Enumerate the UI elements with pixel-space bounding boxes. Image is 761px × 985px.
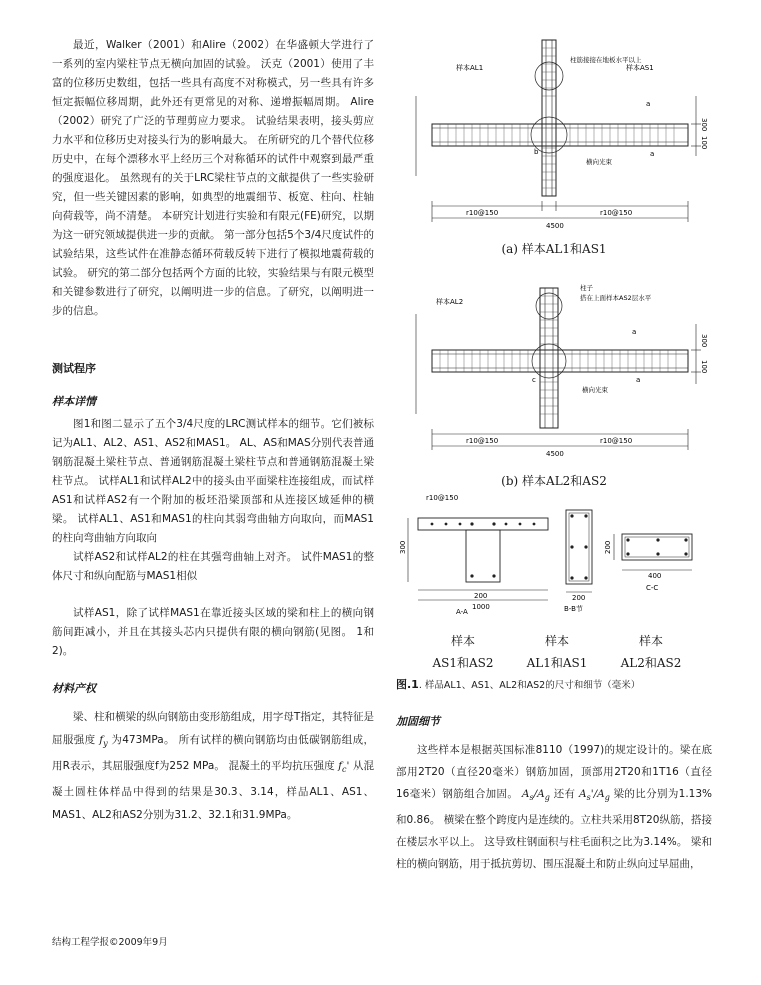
paragraph-intro: 最近，Walker（2001）和Alire（2002）在华盛顿大学进行了一系列的室内梁柱节点无横向加固的试验。 沃克（2001）使用了丰富的位移历史数组，包括一些具有高度不对称模式，另一些具有许多恒定振幅位移周期，此外还有更常见的对称、递增振幅周期。 Alire（2002）研究了广泛的节理剪应力要求。 试验结果表明，接头剪应力水平和位移历史对接头行为的影响最大。 在所研究的几个替代位移历史中，在每个漂移水平上经历三个对称循环的试件中观察到最严重的强度退化。 虽然现有的关于LRC梁柱节点的文献提供了一些实验研究，但一些关键因素的影响，如典型的地震细节、板宽、柱向、柱轴向荷载等，尚不清楚。 本研究计划进行实验和有限元(FE)研究，以期为这一研究领域提供进一步的贡献。 第一部分包括5个3/4尺度试件的试验结果，这些试件在准静态循环荷载反转下进行了模拟地震荷载的试验。 研究的第二部分包括两个方面的比较，实验结果与有限元模型和关键参数进行了研究，以阐明进一步的信息。了研究，以阐明进一步的信息。 [52,39,374,317]
label-sec-200-a: 200 [474,592,488,600]
figure-b-caption: (b) 样本AL2和AS2 [501,474,607,488]
math-fc: $f_c'$ [338,760,350,775]
label-sec-300-a: 300 [399,540,407,554]
label-specimen-al2: 样本AL2 [436,298,464,306]
figure-b [396,284,712,494]
label-column-note-2: 搭在上面样本AS2层水平 [580,294,652,302]
beam-outline [432,124,688,146]
sample-pair-2: AL1和AS1 [526,656,588,670]
subsection-title-specimen: 样本详情 [52,395,96,408]
label-section-a-bottom-b: a [636,376,641,384]
label-section-c: c [532,376,536,384]
label-section-a-top: a [646,100,651,108]
figure-a-caption: (a) 样本AL1和AS1 [501,242,607,256]
label-sec-400: 400 [648,572,662,580]
label-section-b: b [534,148,539,156]
figure-sections [396,490,712,695]
math-ratio-1: $A_s/A_g$ [521,788,550,803]
page-footer: 结构工程学报©2009年9月 [52,937,168,948]
label-section-a-bottom: a [650,150,655,158]
figure-a-drawing [396,36,712,266]
label-stirrup-right-a: r10@150 [600,209,633,217]
subsection-title-reinforcement: 加固细节 [396,715,440,728]
label-stirrup-right-b: r10@150 [600,437,633,445]
label-sec-bb: B-B节 [564,605,583,613]
figure-b-drawing [396,284,712,474]
sample-pair-3: AL2和AS2 [620,656,682,670]
label-stirrup-left-a: r10@150 [466,209,499,217]
label-section-a-top-b: a [632,328,637,336]
label-span-b: 4500 [546,450,564,458]
label-splice-note: 柱筋接接在地板水平以上 [570,56,642,64]
sample-word-2: 样本 [544,634,569,648]
label-dim-300-b: 300 [700,334,708,348]
label-sec-200-c: 200 [604,540,612,554]
section-title: 测试程序 [52,362,96,375]
label-transverse-beam-a: 横向光束 [586,158,612,166]
right-text [396,712,712,875]
math-ratio-2: $A_s'/A_g$ [579,788,610,803]
figure-a [396,36,712,266]
label-sec-cc: C-C [646,584,659,592]
splice-circle [535,62,563,90]
label-dim-100-b: 100 [700,360,708,374]
caption-text: . 样品AL1、AS1、AL2和AS2的尺寸和细节（毫米） [418,680,641,691]
label-stirrup-left-b: r10@150 [466,437,499,445]
subsection-title-material: 材料产权 [52,682,96,695]
label-transverse-beam-b: 横向光束 [582,386,608,394]
paragraph-specimen-1: 图1和图二显示了五个3/4尺度的LRC测试样本的细节。它们被标记为AL1、AL2、AS1、AS2和MAS1。 AL、AS和MAS分别代表普通钢筋混凝土梁柱节点、普通钢筋混凝土梁柱节点和普通钢筋混凝土梁柱节点。 试样AL1和试样AL2中的接头由平面梁柱连接组成，而试样AS1和试样AS2有一个附加的板坯沿梁顶部和从连接区域延伸的横梁。 试样AL1、AS1和MAS1的柱向其弱弯曲轴方向取向，而MAS1的柱向弯曲轴方向取向 [52,418,374,544]
paragraph-specimen-2: 试样AS2和试样AL2的柱在其强弯曲轴上对齐。 试件MAS1的整体尺寸和纵向配筋与MAS1相似 [52,551,374,582]
label-column-note-1: 柱子 [580,284,593,292]
sample-pair-1: AS1和AS2 [432,656,494,670]
paragraph-material: 梁、柱和横梁的纵向钢筋由变形筋组成，用字母T指定，其特征是屈服强度 $f_y$ 为473MPa。 所有试样的横向钢筋均由低碳钢筋组成，用R表示，其屈服强度f为252 MPa。 混凝土的平均抗压强度 $f_c'$ 从混凝土圆柱体样品中得到的结果是30.3、3.14，样品AL1、AS1、MAS1、AL2和AS2分别为31.2、32.1和31.9MPa。 [52,711,375,822]
label-dim-100-a: 100 [700,136,708,150]
label-sec-1000: 1000 [472,603,490,611]
label-slab-stirrup: r10@150 [426,494,459,502]
sample-word-1: 样本 [450,634,475,648]
paragraph-reinforcement: 这些样本是根据英国标准8110（1997)的规定设计的。梁在底部用2T20（直径20毫米）钢筋加固，顶部用2T20和1T16（直径16毫米）钢筋组合加固。 $A_s/A_g$ 还有 $A_s'/A_g$ 梁的比分别为1.13%和0.86。 横梁在整个跨度内是连续的。立柱共采用8T20纵筋，搭接在楼层水平以上。 这导致柱钢面积与柱毛面积之比为3.14%。 梁和柱的横向钢筋，用于抵抗剪切、围压混凝土和防止纵向过早屈曲， [396,744,713,871]
label-sec-aa: A-A [456,608,468,615]
figure-sections-drawing [396,490,712,615]
math-fy: $f_y$ [99,734,108,749]
label-specimen-al1: 样本AL1 [456,64,484,72]
sample-word-3: 样本 [638,634,663,648]
left-column [52,36,374,827]
label-dim-300-a: 300 [700,118,708,132]
paragraph-specimen-3: 试样AS1，除了试样MAS1在靠近接头区域的梁和柱上的横向钢筋间距减小，并且在其接头芯内只提供有限的横向钢筋(见图。 1和2)。 [52,607,374,657]
label-span-a: 4500 [546,222,564,230]
label-sec-200-b: 200 [572,594,586,602]
label-specimen-as1: 样本AS1 [626,64,654,72]
caption-prefix: 图.1 [396,678,419,691]
figure-main-caption [396,676,712,692]
